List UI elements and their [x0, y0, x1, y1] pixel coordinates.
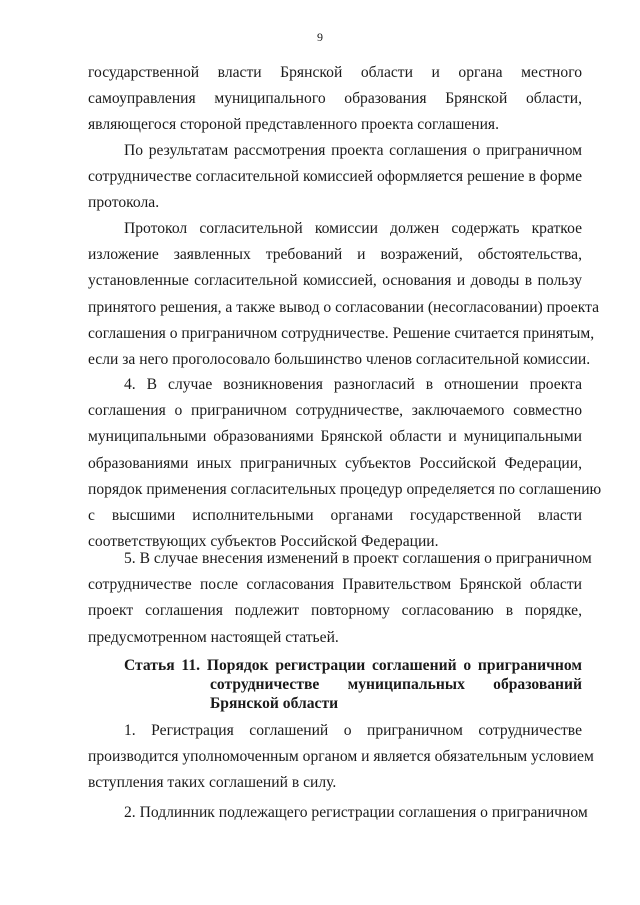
text-line: соглашения о приграничном сотрудничестве. Решение считается принятым, — [88, 324, 595, 342]
text-line: По результатам рассмотрения проекта соглашения о приграничном — [124, 142, 582, 159]
text-line: 5. В случае внесения изменений в проект соглашения о приграничном — [124, 550, 592, 567]
paragraph-continuation — [88, 60, 582, 139]
text-line: муниципальными образованиями Брянской области и муниципальными — [88, 428, 582, 446]
text-line: с высшими исполнительными органами государственной власти — [88, 507, 582, 525]
article-heading-line: сотрудничестве муниципальных образований — [210, 676, 582, 693]
text-line: сотрудничестве согласительной комиссией оформляется решение в форме — [88, 168, 582, 186]
text-line: производится уполномоченным органом и является обязательным условием — [88, 748, 594, 766]
text-line: предусмотренном настоящей статьей. — [88, 628, 339, 646]
text-line: установленные согласительной комиссией, основания и доводы в пользу — [88, 272, 582, 290]
text-line: вступления таких соглашений в силу. — [88, 774, 337, 792]
text-line: 4. В случае возникновения разногласий в отношении проекта — [124, 376, 582, 393]
text-line: Протокол согласительной комиссии должен содержать краткое — [124, 220, 582, 237]
text-line: самоуправления муниципального образования Брянской области, — [88, 90, 582, 108]
article-heading-line: Брянской области — [210, 695, 339, 712]
text-line: порядок применения согласительных процедур определяется по соглашению — [88, 480, 602, 498]
article-heading — [88, 656, 582, 713]
text-line: изложение заявленных требований и возражений, обстоятельства, — [88, 246, 582, 264]
paragraph-registration-1 — [88, 718, 594, 797]
text-line: проект соглашения подлежит повторному согласованию в порядке, — [88, 602, 582, 620]
article-heading-line: Статья 11. Порядок регистрации соглашений о приграничном — [124, 657, 582, 674]
paragraph-item-5 — [88, 546, 592, 651]
paragraph-registration-2 — [88, 800, 588, 826]
page-number: 9 — [317, 30, 323, 44]
paragraph-decision-protocol — [88, 138, 582, 217]
paragraph-protocol-contents — [88, 216, 599, 373]
text-line: государственной власти Брянской области и органа местного — [88, 64, 582, 81]
text-line: если за него проголосовало большинство членов согласительной комиссии. — [88, 351, 591, 369]
text-line: сотрудничестве после согласования Правительством Брянской области — [88, 576, 582, 594]
text-line: соглашения о приграничном сотрудничестве, заключаемого совместно — [88, 402, 582, 420]
text-line: являющегося стороной представленного проекта соглашения. — [88, 116, 500, 134]
text-line: 1. Регистрация соглашений о приграничном сотрудничестве — [124, 722, 582, 739]
text-line: 2. Подлинник подлежащего регистрации соглашения о приграничном — [124, 804, 588, 821]
paragraph-item-4 — [88, 372, 602, 555]
text-line: образованиями иных приграничных субъектов Российской Федерации, — [88, 454, 582, 472]
text-line: соответствующих субъектов Российской Федерации. — [88, 533, 439, 551]
text-line: протокола. — [88, 194, 160, 212]
text-line: принятого решения, а также вывод о согласовании (несогласовании) проекта — [88, 298, 599, 316]
